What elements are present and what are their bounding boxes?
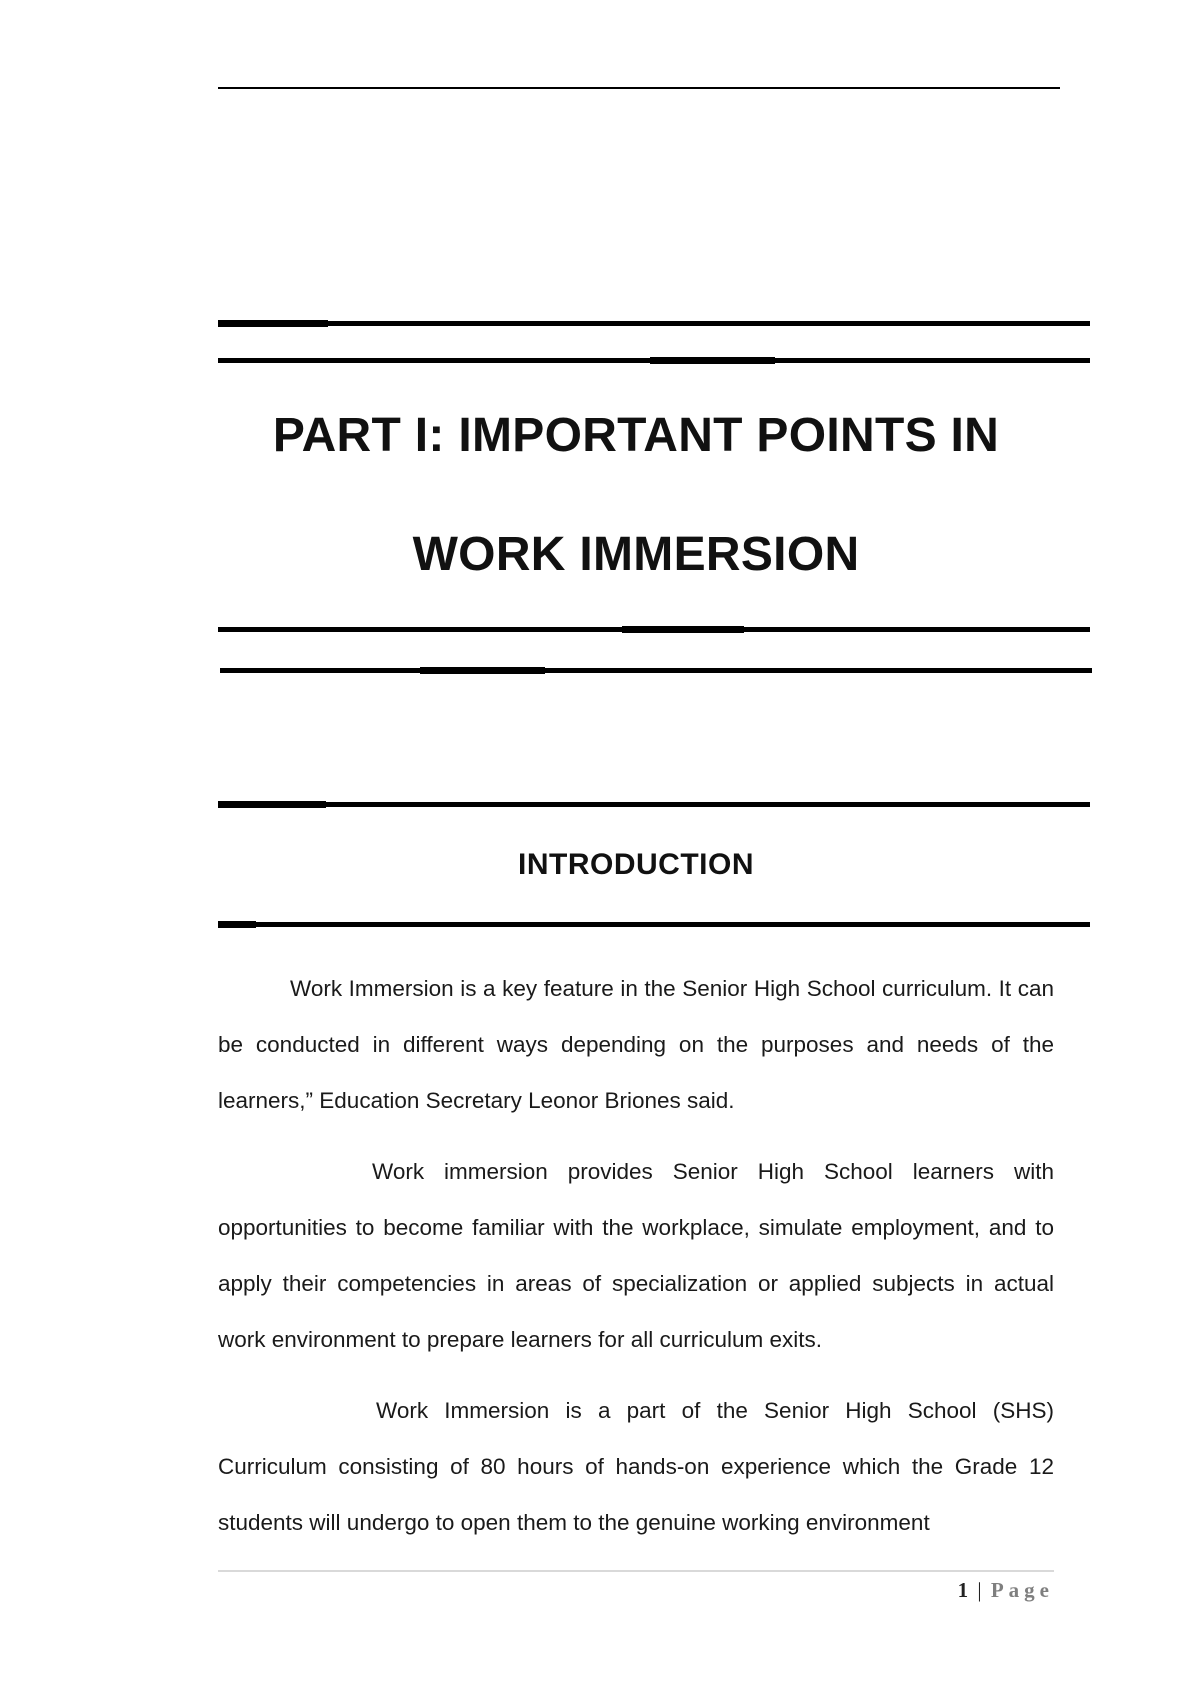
page-number: 1 — [957, 1578, 969, 1602]
title-bottom-rule-1-accent — [622, 626, 744, 633]
page-title-line-1: PART I: IMPORTANT POINTS IN — [272, 409, 1000, 462]
title-top-rule-1 — [218, 321, 1090, 326]
title-top-rule-2-accent — [650, 357, 775, 364]
title-bottom-rule-2-accent — [420, 667, 545, 674]
page-footer — [218, 1578, 1054, 1603]
page-title-line-2: WORK IMMERSION — [412, 528, 860, 581]
section-heading-introduction: INTRODUCTION — [518, 848, 754, 881]
intro-bottom-rule — [218, 922, 1090, 927]
intro-top-rule — [218, 802, 1090, 807]
footer-rule — [218, 1570, 1054, 1572]
paragraph-2: Work immersion provides Senior High School learners with opportunities to become familiar with the workplace, simulate employment, and to apply their competencies in areas of specialization or applied subjects in actual work environment to prepare learners for all curriculum exits. — [218, 1159, 1054, 1352]
intro-bottom-rule-accent — [218, 921, 256, 928]
intro-top-rule-accent — [218, 801, 326, 808]
paragraph-1: Work Immersion is a key feature in the Senior High School curriculum. It can be conducted in different ways depending on the purposes and needs of the learners,” Education Secretary Leonor Briones said. — [218, 976, 1054, 1113]
paragraph-3: Work Immersion is a part of the Senior High School (SHS) Curriculum consisting of 80 hours of hands-on experience which the Grade 12 students will undergo to open them to the genuine working environment — [218, 1398, 1054, 1535]
title-top-rule-1-accent — [218, 320, 328, 327]
page-label: Page — [990, 1578, 1054, 1602]
top-rule — [218, 87, 1060, 89]
title-bottom-rule-2 — [220, 668, 1092, 673]
footer-separator: | — [977, 1578, 982, 1602]
